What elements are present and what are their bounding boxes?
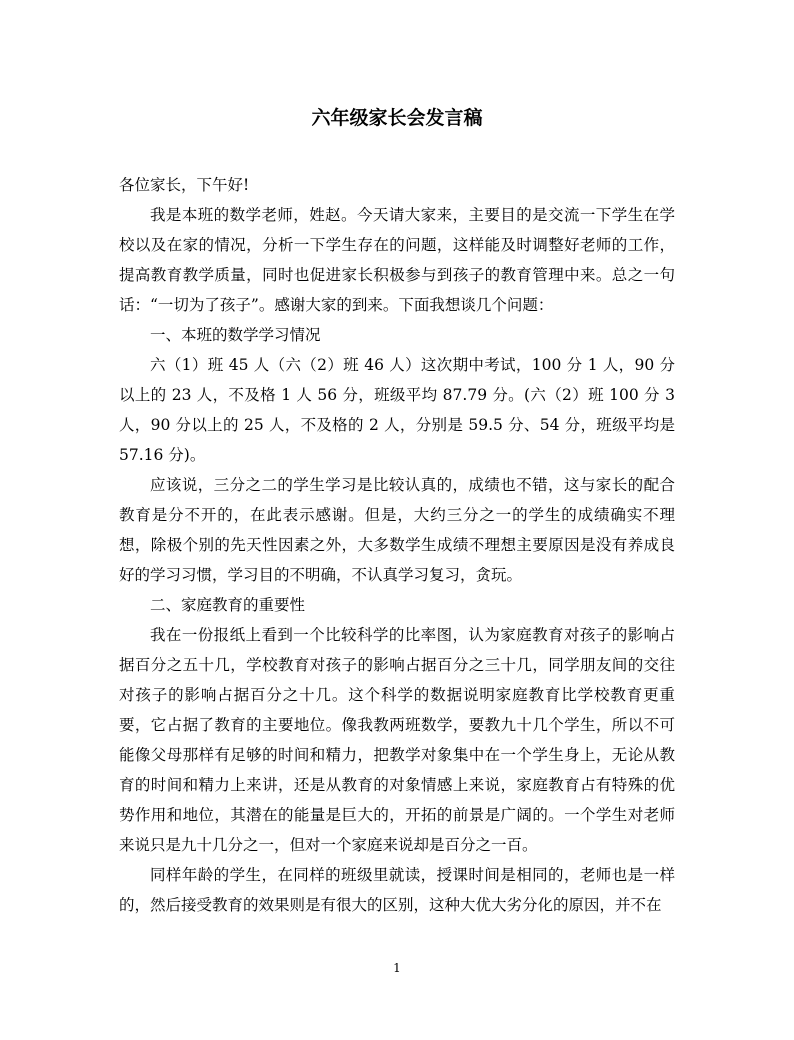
analysis-paragraph: 应该说，三分之二的学生学习是比较认真的，成绩也不错，这与家长的配合教育是分不开的，在此表示感谢。但是，大约三分之一的学生的成绩确实不理想，除极个别的先天性因素之外，大多数学生成绩不理想主要原因是没有养成良好的学习习惯，学习目的不明确，不认真学习复习，贪玩。 bbox=[119, 476, 675, 584]
greeting-paragraph: 各位家长，下午好! bbox=[119, 176, 250, 194]
family-education-paragraph: 我在一份报纸上看到一个比较科学的比率图，认为家庭教育对孩子的影响占据百分之五十几，学校教育对孩子的影响占据百分之三十几，同学朋友间的交往对孩子的影响占据百分之十几。这个科学的数据说明家庭教育比学校教育更重要，它占据了教育的主要地位。像我教两班数学，要教九十几个学生，所以不可能像父母那样有足够的时间和精力，把教学对象集中在一个学生身上，无论从教育的时间和精力上来讲，还是从教育的对象情感上来说，家庭教育占有特殊的优势作用和地位，其潜在的能量是巨大的，开拓的前景是广阔的。一个学生对老师来说只是九十几分之一，但对一个家庭来说却是百分之一百。 bbox=[119, 626, 675, 854]
document-title: 六年级家长会发言稿 bbox=[311, 107, 483, 129]
section-heading-math-study: 一、本班的数学学习情况 bbox=[150, 326, 321, 344]
exam-results-paragraph: 六（1）班 45 人（六（2）班 46 人）这次期中考试，100 分 1 人，90 分以上的 23 人，不及格 1 人 56 分，班级平均 87.79 分。(六（2）班 100 分 3 人，90 分以上的 25 人，不及格的 2 人，分别是 59.5 分、54 分，班级平均是 57.16 分)。 bbox=[119, 356, 675, 464]
document-body bbox=[119, 170, 675, 920]
section-heading-family-education: 二、家庭教育的重要性 bbox=[150, 596, 306, 614]
same-age-paragraph: 同样年龄的学生，在同样的班级里就读，授课时间是相同的，老师也是一样的，然后接受教育的效果则是有很大的区别，这种大优大劣分化的原因，并不在 bbox=[119, 866, 675, 914]
page-number: 1 bbox=[393, 961, 401, 975]
intro-paragraph: 我是本班的数学老师，姓赵。今天请大家来，主要目的是交流一下学生在学校以及在家的情况，分析一下学生存在的问题，这样能及时调整好老师的工作，提高教育教学质量，同时也促进家长积极参与到孩子的教育管理中来。总之一句话：“一切为了孩子”。感谢大家的到来。下面我想谈几个问题： bbox=[119, 206, 675, 314]
